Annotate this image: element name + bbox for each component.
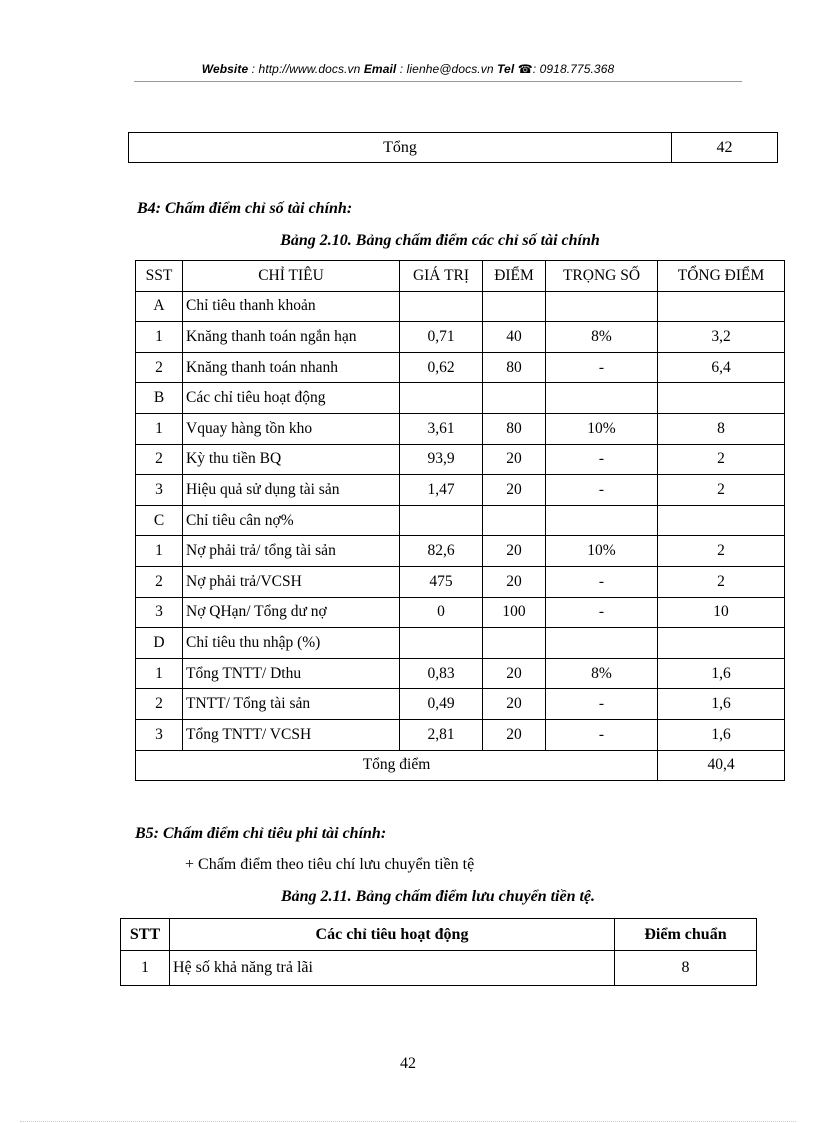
cell-score: 20 bbox=[483, 719, 546, 750]
cell-total: 2 bbox=[658, 566, 785, 597]
cell-value: 93,9 bbox=[400, 444, 483, 475]
cell-score: 20 bbox=[483, 444, 546, 475]
header-divider bbox=[134, 81, 742, 82]
cell-criteria: Hệ số khả năng trả lãi bbox=[170, 951, 615, 986]
cell-weight: - bbox=[546, 475, 658, 506]
cell-sst: A bbox=[136, 291, 183, 322]
cell-weight: 10% bbox=[546, 413, 658, 444]
cell-score bbox=[483, 383, 546, 414]
cell-value: 0,71 bbox=[400, 322, 483, 353]
b5-note: + Chấm điểm theo tiêu chí lưu chuyển tiền tệ bbox=[185, 856, 475, 873]
col-header-total: TỔNG ĐIỂM bbox=[658, 261, 785, 292]
cell-score: 80 bbox=[483, 413, 546, 444]
financial-index-score-table bbox=[135, 260, 785, 781]
cell-sst: 1 bbox=[136, 536, 183, 567]
previous-table-total bbox=[128, 132, 778, 163]
cell-standard-score: 8 bbox=[615, 951, 757, 986]
cell-total: 2 bbox=[658, 536, 785, 567]
cell-weight: - bbox=[546, 444, 658, 475]
tel-value: : 0918.775.368 bbox=[532, 62, 615, 76]
cell-score: 20 bbox=[483, 475, 546, 506]
cell-criteria: Tổng TNTT/ Dthu bbox=[183, 658, 400, 689]
b4-section-title: B4: Chấm điểm chỉ số tài chính: bbox=[137, 200, 353, 217]
table-row bbox=[121, 951, 757, 986]
cell-criteria: Vquay hàng tồn kho bbox=[183, 413, 400, 444]
cell-value: 0,83 bbox=[400, 658, 483, 689]
cell-criteria: Knăng thanh toán nhanh bbox=[183, 352, 400, 383]
cell-stt: 1 bbox=[121, 951, 170, 986]
cell-sst: 2 bbox=[136, 352, 183, 383]
table-row bbox=[136, 505, 785, 536]
cell-sst: 2 bbox=[136, 566, 183, 597]
cell-criteria: Chỉ tiêu thanh khoản bbox=[183, 291, 400, 322]
cell-total: 2 bbox=[658, 444, 785, 475]
table-row bbox=[136, 352, 785, 383]
table-row bbox=[136, 444, 785, 475]
cell-total bbox=[658, 291, 785, 322]
cell-weight: 8% bbox=[546, 322, 658, 353]
cell-total bbox=[658, 505, 785, 536]
cell-score: 40 bbox=[483, 322, 546, 353]
table-2-11-caption: Bảng 2.11. Bảng chấm điểm lưu chuyển tiền tệ. bbox=[280, 888, 596, 905]
table-row bbox=[136, 413, 785, 444]
cell-score: 20 bbox=[483, 658, 546, 689]
cell-value bbox=[400, 291, 483, 322]
b5-section-title: B5: Chấm điểm chỉ tiêu phi tài chính: bbox=[135, 825, 387, 842]
cell-score: 20 bbox=[483, 536, 546, 567]
table-row bbox=[136, 566, 785, 597]
cell-weight: - bbox=[546, 566, 658, 597]
cell-score: 20 bbox=[483, 566, 546, 597]
cell-weight: 10% bbox=[546, 536, 658, 567]
cell-sst: B bbox=[136, 383, 183, 414]
cell-total: 3,2 bbox=[658, 322, 785, 353]
website-value: : http://www.docs.vn bbox=[251, 62, 361, 76]
total-value: 42 bbox=[672, 133, 778, 163]
cell-criteria: Các chỉ tiêu hoạt động bbox=[183, 383, 400, 414]
cell-sst: 1 bbox=[136, 322, 183, 353]
cell-weight: - bbox=[546, 719, 658, 750]
table-2-10-caption: Bảng 2.10. Bảng chấm điểm các chỉ số tài chính bbox=[280, 232, 600, 249]
cell-value bbox=[400, 383, 483, 414]
cell-value: 475 bbox=[400, 566, 483, 597]
cell-total: 10 bbox=[658, 597, 785, 628]
grand-total-value: 40,4 bbox=[658, 750, 785, 781]
cell-value: 82,6 bbox=[400, 536, 483, 567]
table-row bbox=[136, 536, 785, 567]
email-value: : lienhe@docs.vn bbox=[399, 62, 494, 76]
cell-criteria: Tổng TNTT/ VCSH bbox=[183, 719, 400, 750]
table-total-row bbox=[136, 750, 785, 781]
cell-criteria: Hiệu quả sử dụng tài sản bbox=[183, 475, 400, 506]
cell-weight: - bbox=[546, 689, 658, 720]
cell-value: 2,81 bbox=[400, 719, 483, 750]
table-header-row bbox=[136, 261, 785, 292]
cell-value: 3,61 bbox=[400, 413, 483, 444]
table-row bbox=[136, 475, 785, 506]
col-header-weight: TRỌNG SỐ bbox=[546, 261, 658, 292]
col-header-score: ĐIỂM bbox=[483, 261, 546, 292]
cell-criteria: Chỉ tiêu thu nhập (%) bbox=[183, 628, 400, 659]
cell-total: 1,6 bbox=[658, 689, 785, 720]
cell-sst: 1 bbox=[136, 658, 183, 689]
table-row bbox=[136, 597, 785, 628]
cell-weight bbox=[546, 628, 658, 659]
cell-weight: - bbox=[546, 597, 658, 628]
cell-sst: 3 bbox=[136, 719, 183, 750]
table-row bbox=[136, 383, 785, 414]
page-header bbox=[0, 62, 816, 76]
col-header-criteria: Các chỉ tiêu hoạt động bbox=[170, 919, 615, 951]
cell-sst: 3 bbox=[136, 475, 183, 506]
footer-divider bbox=[20, 1121, 796, 1122]
cell-total: 6,4 bbox=[658, 352, 785, 383]
cell-sst: 1 bbox=[136, 413, 183, 444]
cell-weight bbox=[546, 505, 658, 536]
cell-weight: 8% bbox=[546, 658, 658, 689]
cell-value: 0,49 bbox=[400, 689, 483, 720]
phone-icon: ☎ bbox=[517, 62, 533, 76]
grand-total-label: Tổng điểm bbox=[136, 750, 658, 781]
page-number: 42 bbox=[400, 1055, 416, 1072]
table-row bbox=[136, 628, 785, 659]
cell-value: 1,47 bbox=[400, 475, 483, 506]
col-header-value: GIÁ TRỊ bbox=[400, 261, 483, 292]
cell-value: 0 bbox=[400, 597, 483, 628]
table-row bbox=[136, 658, 785, 689]
email-label: Email bbox=[363, 62, 397, 76]
cell-criteria: Nợ phải trả/VCSH bbox=[183, 566, 400, 597]
cell-sst: D bbox=[136, 628, 183, 659]
cell-total bbox=[658, 628, 785, 659]
cell-value bbox=[400, 505, 483, 536]
cell-total: 2 bbox=[658, 475, 785, 506]
cell-weight bbox=[546, 291, 658, 322]
cell-score: 20 bbox=[483, 689, 546, 720]
cell-total: 1,6 bbox=[658, 719, 785, 750]
cell-sst: 3 bbox=[136, 597, 183, 628]
cell-value: 0,62 bbox=[400, 352, 483, 383]
table-row bbox=[136, 689, 785, 720]
cell-total: 8 bbox=[658, 413, 785, 444]
cell-total: 1,6 bbox=[658, 658, 785, 689]
cash-flow-score-table bbox=[120, 918, 757, 986]
table-row bbox=[129, 133, 778, 163]
table-header-row bbox=[121, 919, 757, 951]
tel-label: Tel bbox=[497, 62, 515, 76]
cell-criteria: Kỳ thu tiền BQ bbox=[183, 444, 400, 475]
col-header-criteria: CHỈ TIÊU bbox=[183, 261, 400, 292]
total-label: Tổng bbox=[129, 133, 672, 163]
cell-criteria: Knăng thanh toán ngắn hạn bbox=[183, 322, 400, 353]
cell-criteria: TNTT/ Tổng tài sản bbox=[183, 689, 400, 720]
cell-criteria: Nợ QHạn/ Tổng dư nợ bbox=[183, 597, 400, 628]
cell-sst: 2 bbox=[136, 689, 183, 720]
website-label: Website bbox=[201, 62, 249, 76]
cell-weight bbox=[546, 383, 658, 414]
col-header-sst: SST bbox=[136, 261, 183, 292]
cell-sst: C bbox=[136, 505, 183, 536]
table-row bbox=[136, 322, 785, 353]
cell-score bbox=[483, 291, 546, 322]
col-header-stt: STT bbox=[121, 919, 170, 951]
cell-value bbox=[400, 628, 483, 659]
cell-total bbox=[658, 383, 785, 414]
cell-sst: 2 bbox=[136, 444, 183, 475]
col-header-standard-score: Điểm chuẩn bbox=[615, 919, 757, 951]
cell-weight: - bbox=[546, 352, 658, 383]
cell-score bbox=[483, 505, 546, 536]
cell-criteria: Chỉ tiêu cân nợ% bbox=[183, 505, 400, 536]
cell-criteria: Nợ phải trả/ tổng tài sản bbox=[183, 536, 400, 567]
cell-score: 80 bbox=[483, 352, 546, 383]
table-row bbox=[136, 291, 785, 322]
cell-score bbox=[483, 628, 546, 659]
table-row bbox=[136, 719, 785, 750]
cell-score: 100 bbox=[483, 597, 546, 628]
